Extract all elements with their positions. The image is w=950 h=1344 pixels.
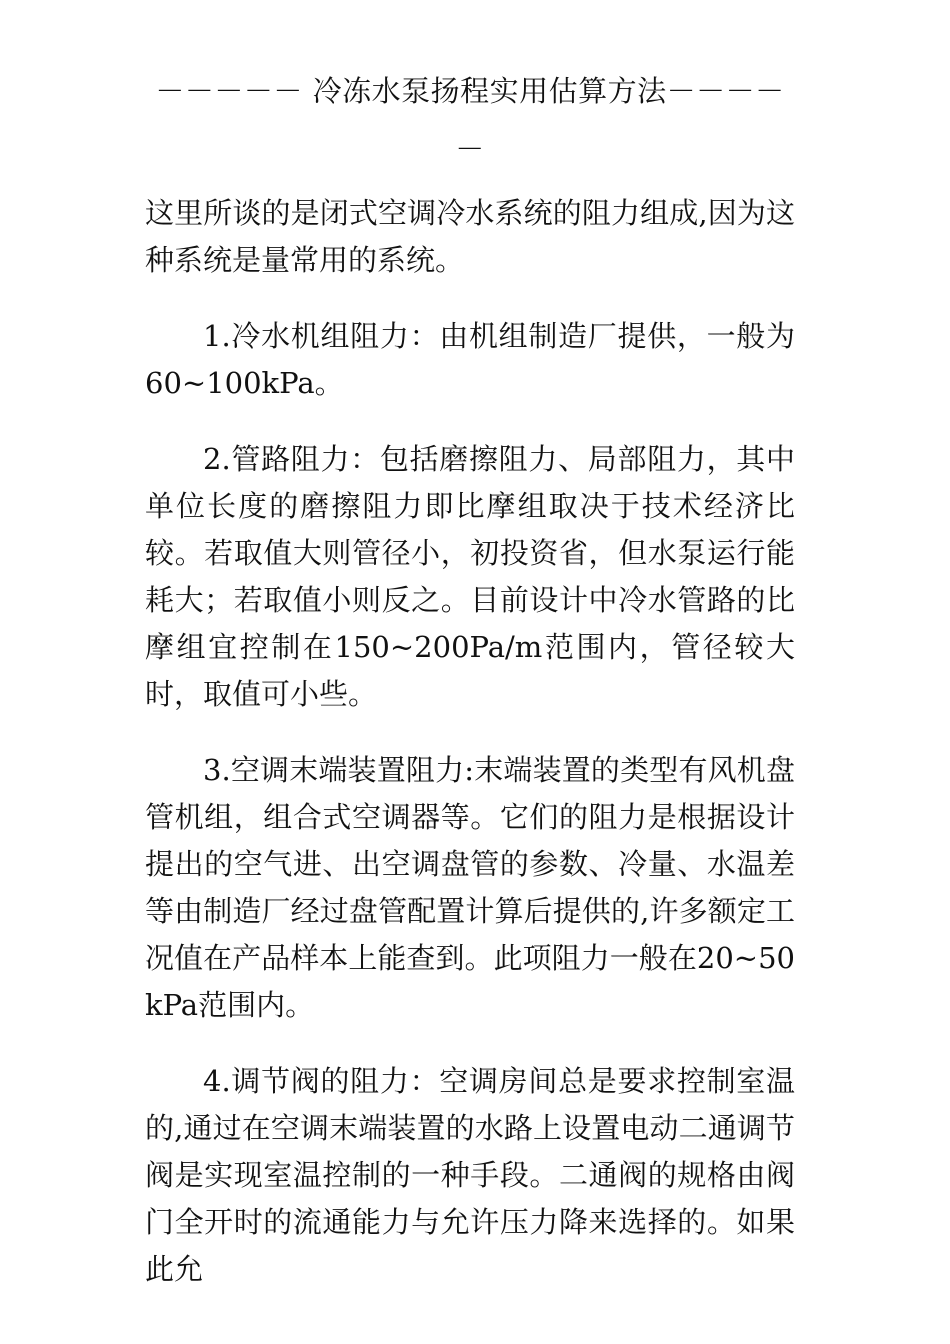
paragraph-terminal-resistance: 3.空调末端装置阻力:末端装置的类型有风机盘管机组，组合式空调器等。它们的阻力是根据设计提出的空气进、出空调盘管的参数、冷量、水温差等由制造厂经过盘管配置计算后提供的,许多额定工况值在产品样本上能查到。此项阻力一般在20~50kPa范围内。 — [145, 753, 795, 1022]
document-title: －－－－－ 冷冻水泵扬程实用估算方法－－－－－ — [155, 74, 785, 166]
document-body — [145, 190, 795, 1322]
paragraph-intro: 这里所谈的是闭式空调冷水系统的阻力组成,因为这种系统是量常用的系统。 — [145, 196, 795, 277]
paragraph-valve-resistance: 4.调节阀的阻力：空调房间总是要求控制室温的,通过在空调末端装置的水路上设置电动二通调节阀是实现室温控制的一种手段。二通阀的规格由阀门全开时的流通能力与允许压力降来选择的。如果此允 — [145, 1064, 795, 1286]
paragraph-pipe-resistance: 2.管路阻力：包括磨擦阻力、局部阻力，其中单位长度的磨擦阻力即比摩组取决于技术经济比较。若取值大则管径小，初投资省，但水泵运行能耗大；若取值小则反之。目前设计中冷水管路的比摩组宜控制在150~200Pa/m范围内，管径较大时，取值可小些。 — [145, 442, 795, 711]
paragraph-chiller-resistance: 1.冷水机组阻力：由机组制造厂提供，一般为60~100kPa。 — [145, 319, 795, 400]
